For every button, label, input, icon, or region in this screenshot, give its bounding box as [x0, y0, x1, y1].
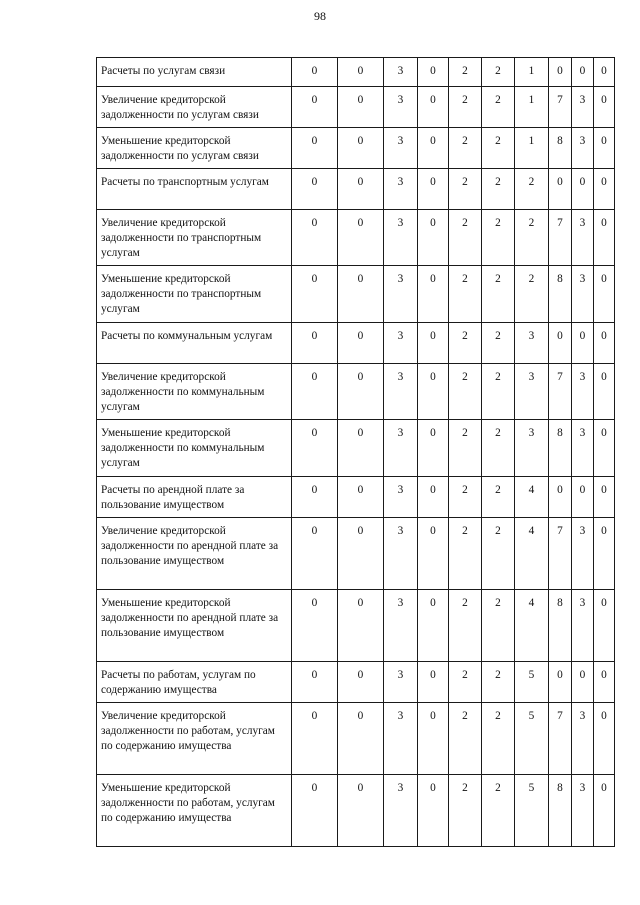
- table-row: [97, 420, 615, 477]
- code-digit: 0: [338, 169, 384, 210]
- code-digit: 0: [594, 364, 615, 420]
- table-row: [97, 323, 615, 364]
- code-digit: 1: [515, 58, 549, 87]
- code-digit: 2: [449, 775, 482, 847]
- code-digit: 0: [418, 590, 449, 662]
- page-number: 98: [314, 9, 326, 23]
- code-digit: 2: [482, 210, 515, 266]
- code-digit: 3: [384, 169, 418, 210]
- code-digit: 0: [418, 703, 449, 775]
- code-digit: 0: [338, 477, 384, 518]
- table-row: [97, 518, 615, 590]
- code-digit: 3: [572, 703, 594, 775]
- code-digit: 3: [572, 518, 594, 590]
- code-digit: 0: [594, 662, 615, 703]
- code-digit: 7: [549, 364, 572, 420]
- account-name: Увеличение кредиторской задолженности по работам, услугам по содержанию имущества: [97, 703, 292, 775]
- code-digit: 0: [572, 169, 594, 210]
- code-digit: 0: [338, 518, 384, 590]
- code-digit: 0: [594, 210, 615, 266]
- account-name: Увеличение кредиторской задолженности по коммунальным услугам: [97, 364, 292, 420]
- table-row: [97, 128, 615, 169]
- code-digit: 2: [482, 266, 515, 323]
- code-digit: 3: [572, 420, 594, 477]
- code-digit: 2: [515, 210, 549, 266]
- code-digit: 3: [384, 662, 418, 703]
- account-name: Расчеты по транспортным услугам: [97, 169, 292, 210]
- code-digit: 3: [515, 364, 549, 420]
- code-digit: 0: [418, 323, 449, 364]
- code-digit: 0: [594, 128, 615, 169]
- code-digit: 2: [449, 266, 482, 323]
- code-digit: 2: [482, 58, 515, 87]
- code-digit: 0: [292, 703, 338, 775]
- table-row: [97, 364, 615, 420]
- code-digit: 0: [338, 364, 384, 420]
- code-digit: 0: [292, 477, 338, 518]
- code-digit: 0: [292, 87, 338, 128]
- code-digit: 2: [449, 590, 482, 662]
- code-digit: 3: [384, 703, 418, 775]
- code-digit: 2: [449, 703, 482, 775]
- code-digit: 2: [482, 128, 515, 169]
- code-digit: 8: [549, 266, 572, 323]
- table-row: [97, 87, 615, 128]
- code-digit: 3: [384, 266, 418, 323]
- code-digit: 3: [384, 477, 418, 518]
- code-digit: 3: [384, 518, 418, 590]
- code-digit: 0: [292, 364, 338, 420]
- account-name: Увеличение кредиторской задолженности по арендной плате за пользование имуществом: [97, 518, 292, 590]
- code-digit: 5: [515, 703, 549, 775]
- code-digit: 2: [482, 420, 515, 477]
- code-digit: 0: [338, 210, 384, 266]
- code-digit: 0: [549, 662, 572, 703]
- code-digit: 2: [482, 662, 515, 703]
- account-name: Расчеты по коммунальным услугам: [97, 323, 292, 364]
- account-name: Расчеты по арендной плате за пользование имуществом: [97, 477, 292, 518]
- code-digit: 0: [292, 662, 338, 703]
- code-digit: 3: [384, 364, 418, 420]
- code-digit: 0: [418, 128, 449, 169]
- code-digit: 3: [515, 323, 549, 364]
- code-digit: 2: [482, 703, 515, 775]
- code-digit: 0: [594, 775, 615, 847]
- code-digit: 2: [515, 169, 549, 210]
- code-digit: 7: [549, 703, 572, 775]
- code-digit: 2: [482, 518, 515, 590]
- code-digit: 2: [449, 518, 482, 590]
- account-name: Уменьшение кредиторской задолженности по транспортным услугам: [97, 266, 292, 323]
- code-digit: 0: [338, 420, 384, 477]
- code-digit: 2: [449, 420, 482, 477]
- code-digit: 8: [549, 128, 572, 169]
- code-digit: 8: [549, 420, 572, 477]
- account-name: Расчеты по услугам связи: [97, 58, 292, 87]
- code-digit: 0: [292, 775, 338, 847]
- code-digit: 0: [338, 266, 384, 323]
- table-row: [97, 775, 615, 847]
- code-digit: 0: [338, 323, 384, 364]
- code-digit: 0: [594, 420, 615, 477]
- code-digit: 0: [418, 87, 449, 128]
- code-digit: 5: [515, 662, 549, 703]
- code-digit: 0: [594, 703, 615, 775]
- table-row: [97, 169, 615, 210]
- account-name: Увеличение кредиторской задолженности по услугам связи: [97, 87, 292, 128]
- code-digit: 2: [449, 323, 482, 364]
- code-digit: 5: [515, 775, 549, 847]
- code-digit: 0: [418, 662, 449, 703]
- code-digit: 0: [292, 169, 338, 210]
- code-digit: 1: [515, 87, 549, 128]
- account-name: Уменьшение кредиторской задолженности по коммунальным услугам: [97, 420, 292, 477]
- code-digit: 3: [572, 775, 594, 847]
- code-digit: 0: [292, 518, 338, 590]
- code-digit: 0: [418, 477, 449, 518]
- account-codes-table: [96, 57, 615, 847]
- code-digit: 0: [418, 420, 449, 477]
- code-digit: 3: [572, 210, 594, 266]
- code-digit: 0: [418, 169, 449, 210]
- code-digit: 0: [338, 662, 384, 703]
- code-digit: 0: [418, 775, 449, 847]
- code-digit: 0: [418, 58, 449, 87]
- code-digit: 2: [449, 662, 482, 703]
- code-digit: 4: [515, 518, 549, 590]
- code-digit: 0: [594, 87, 615, 128]
- code-digit: 0: [338, 775, 384, 847]
- code-digit: 2: [515, 266, 549, 323]
- code-digit: 3: [384, 590, 418, 662]
- code-digit: 3: [384, 323, 418, 364]
- code-digit: 0: [338, 128, 384, 169]
- code-digit: 0: [292, 590, 338, 662]
- account-name: Расчеты по работам, услугам по содержанию имущества: [97, 662, 292, 703]
- code-digit: 0: [572, 662, 594, 703]
- code-digit: 0: [572, 323, 594, 364]
- table-row: [97, 703, 615, 775]
- code-digit: 3: [515, 420, 549, 477]
- code-digit: 2: [482, 169, 515, 210]
- code-digit: 2: [482, 323, 515, 364]
- code-digit: 0: [594, 266, 615, 323]
- code-digit: 2: [449, 477, 482, 518]
- code-digit: 2: [449, 210, 482, 266]
- code-digit: 3: [384, 210, 418, 266]
- code-digit: 0: [594, 590, 615, 662]
- table-row: [97, 266, 615, 323]
- code-digit: 2: [449, 128, 482, 169]
- code-digit: 0: [549, 323, 572, 364]
- code-digit: 2: [449, 169, 482, 210]
- code-digit: 2: [482, 775, 515, 847]
- table-row: [97, 662, 615, 703]
- code-digit: 0: [594, 518, 615, 590]
- code-digit: 3: [384, 775, 418, 847]
- account-name: Увеличение кредиторской задолженности по транспортным услугам: [97, 210, 292, 266]
- code-digit: 0: [292, 323, 338, 364]
- code-digit: 3: [572, 266, 594, 323]
- code-digit: 7: [549, 518, 572, 590]
- table-row: [97, 477, 615, 518]
- code-digit: 0: [418, 266, 449, 323]
- code-digit: 0: [292, 128, 338, 169]
- code-digit: 0: [572, 477, 594, 518]
- code-digit: 8: [549, 775, 572, 847]
- code-digit: 0: [292, 58, 338, 87]
- code-digit: 3: [384, 128, 418, 169]
- code-digit: 2: [449, 364, 482, 420]
- code-digit: 3: [572, 590, 594, 662]
- code-digit: 3: [572, 364, 594, 420]
- code-digit: 0: [292, 420, 338, 477]
- code-digit: 3: [572, 87, 594, 128]
- account-name: Уменьшение кредиторской задолженности по работам, услугам по содержанию имущества: [97, 775, 292, 847]
- code-digit: 0: [418, 518, 449, 590]
- code-digit: 0: [594, 58, 615, 87]
- table-row: [97, 210, 615, 266]
- code-digit: 0: [549, 169, 572, 210]
- code-digit: 2: [482, 87, 515, 128]
- code-digit: 0: [418, 210, 449, 266]
- code-digit: 3: [384, 87, 418, 128]
- code-digit: 2: [449, 87, 482, 128]
- code-digit: 3: [384, 420, 418, 477]
- account-name: Уменьшение кредиторской задолженности по арендной плате за пользование имуществом: [97, 590, 292, 662]
- table-row: [97, 590, 615, 662]
- code-digit: 0: [572, 58, 594, 87]
- code-digit: 4: [515, 590, 549, 662]
- code-digit: 0: [594, 323, 615, 364]
- code-digit: 2: [482, 364, 515, 420]
- code-digit: 1: [515, 128, 549, 169]
- code-digit: 0: [338, 87, 384, 128]
- code-digit: 0: [594, 169, 615, 210]
- code-digit: 0: [549, 58, 572, 87]
- code-digit: 3: [384, 58, 418, 87]
- code-digit: 7: [549, 210, 572, 266]
- code-digit: 0: [594, 477, 615, 518]
- code-digit: 7: [549, 87, 572, 128]
- code-digit: 2: [482, 477, 515, 518]
- code-digit: 0: [338, 58, 384, 87]
- code-digit: 4: [515, 477, 549, 518]
- code-digit: 0: [292, 210, 338, 266]
- code-digit: 2: [449, 58, 482, 87]
- code-digit: 3: [572, 128, 594, 169]
- code-digit: 0: [338, 590, 384, 662]
- table-row: [97, 58, 615, 87]
- code-digit: 2: [482, 590, 515, 662]
- account-name: Уменьшение кредиторской задолженности по услугам связи: [97, 128, 292, 169]
- code-digit: 8: [549, 590, 572, 662]
- code-digit: 0: [549, 477, 572, 518]
- code-digit: 0: [418, 364, 449, 420]
- code-digit: 0: [338, 703, 384, 775]
- code-digit: 0: [292, 266, 338, 323]
